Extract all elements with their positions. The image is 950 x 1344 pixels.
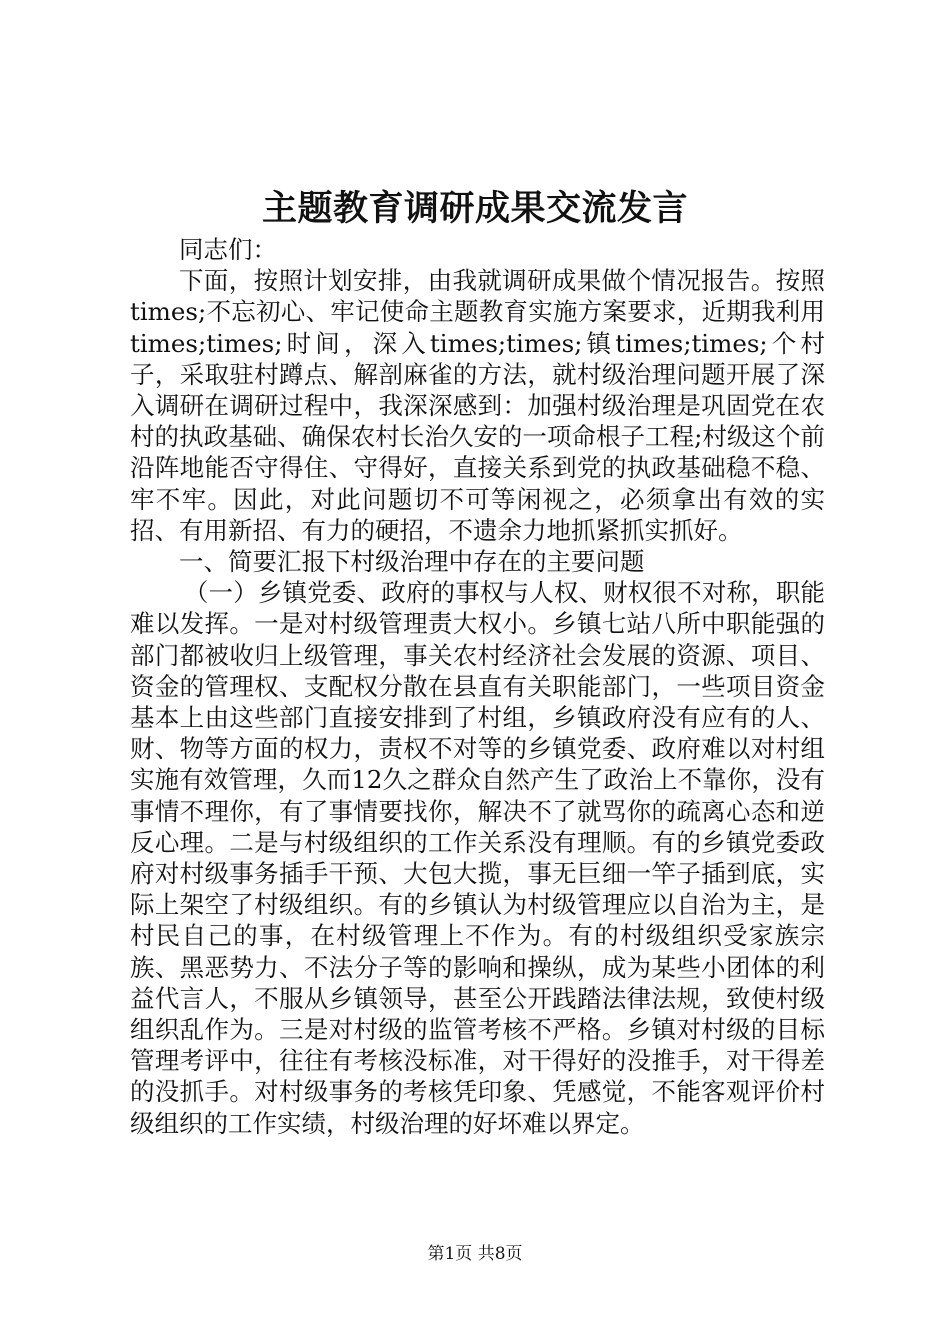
paragraph-intro: 下面，按照计划安排，由我就调研成果做个情况报告。按照times;不忘初心、牢记使命主题教育实施方案要求，近期我利用times;times;时间，深入times;times;镇times;times;个村子，采取驻村蹲点、解剖麻雀的方法，就村级治理问题开展了深入调研在调研过程中，我深深感到：加强村级治理是巩固党在农村的执政基础、确保农村长治久安的一项命根子工程;村级这个前沿阵地能否守得住、守得好，直接关系到党的执政基础稳不稳、牢不牢。因此，对此问题切不可等闲视之，必须拿出有效的实招、有用新招、有力的硬招，不遗余力地抓紧抓实抓好。	[130, 266, 825, 545]
paragraph-subsection-1: （一）乡镇党委、政府的事权与人权、财权很不对称，职能难以发挥。一是对村级管理责大权小。乡镇七站八所中职能强的部门都被收归上级管理，事关农村经济社会发展的资源、项目、资金的管理权、支配权分散在县直有关职能部门，一些项目资金基本上由这些部门直接安排到了村组，乡镇政府没有应有的人、财、物等方面的权力，责权不对等的乡镇党委、政府难以对村组实施有效管理，久而12久之群众自然产生了政治上不靠你，没有事情不理你，有了事情要找你，解决不了就骂你的疏离心态和逆反心理。二是与村级组织的工作关系没有理顺。有的乡镇党委政府对村级事务插手干预、大包大揽，事无巨细一竿子插到底，实际上架空了村级组织。有的乡镇认为村级管理应以自治为主，是村民自己的事，在村级管理上不作为。有的村级组织受家族宗族、黑恶势力、不法分子等的影响和操纵，成为某些小团体的利益代言人，不服从乡镇领导，甚至公开践踏法律法规，致使村级组织乱作为。三是对村级的监管考核不严格。乡镇对村级的目标管理考评中，往往有考核没标准，对干得好的没推手，对干得差的没抓手。对村级事务的考核凭印象、凭感觉，不能客观评价村级组织的工作实绩，村级治理的好坏难以界定。	[130, 578, 825, 1138]
document-body	[130, 234, 825, 1139]
salutation: 同志们：	[179, 235, 277, 264]
section-heading: 一、简要汇报下村级治理中存在的主要问题	[179, 547, 645, 577]
page-footer: 第1页 共8页	[427, 1244, 523, 1264]
page-title: 主题教育调研成果交流发言	[261, 188, 688, 229]
